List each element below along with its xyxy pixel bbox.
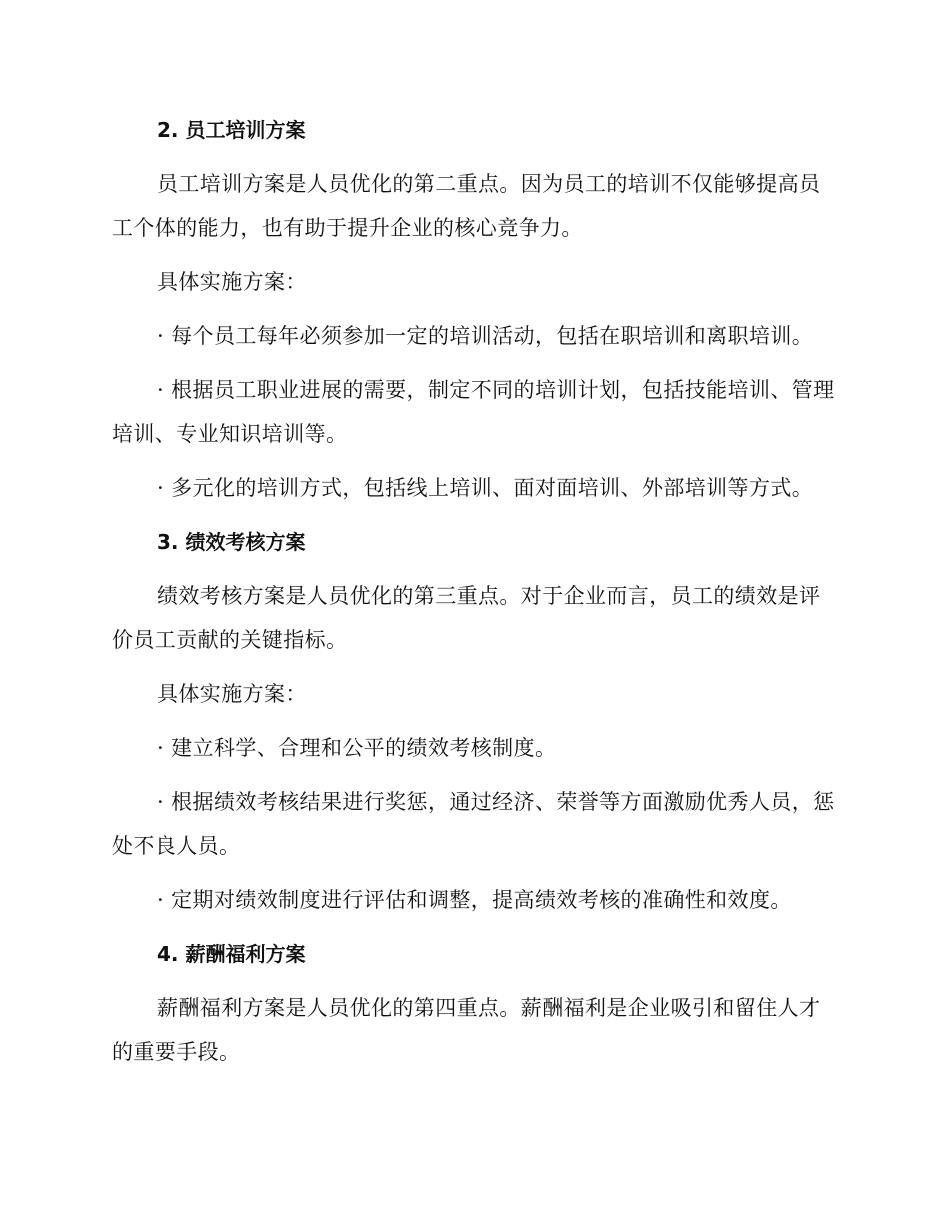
- plan-label-performance: 具体实施方案：: [157, 682, 307, 706]
- bullet-performance-2: · 根据绩效考核结果进行奖惩，通过经济、荣誉等方面激励优秀人员，惩处不良人员。: [112, 790, 835, 858]
- bullet-training-2: · 根据员工职业进展的需要，制定不同的培训计划，包括技能培训、管理培训、专业知识培训等。: [112, 378, 835, 446]
- section-intro-training: 员工培训方案是人员优化的第二重点。因为员工的培训不仅能够提高员工个体的能力，也有助于提升企业的核心竞争力。: [112, 172, 821, 240]
- section-heading-compensation: 4. 薪酬福利方案: [157, 942, 306, 966]
- section-heading-training: 2. 员工培训方案: [157, 118, 306, 142]
- document-body: [112, 108, 836, 1084]
- plan-label-training: 具体实施方案：: [157, 270, 307, 294]
- section-heading-performance: 3. 绩效考核方案: [157, 530, 306, 554]
- bullet-training-3: · 多元化的培训方式，包括线上培训、面对面培训、外部培训等方式。: [157, 476, 814, 500]
- bullet-performance-3: · 定期对绩效制度进行评估和调整，提高绩效考核的准确性和效度。: [157, 888, 792, 912]
- section-intro-compensation: 薪酬福利方案是人员优化的第四重点。薪酬福利是企业吸引和留住人才的重要手段。: [112, 996, 821, 1064]
- bullet-training-1: · 每个员工每年必须参加一定的培训活动，包括在职培训和离职培训。: [157, 324, 814, 348]
- bullet-performance-1: · 建立科学、合理和公平的绩效考核制度。: [157, 736, 557, 760]
- section-intro-performance: 绩效考核方案是人员优化的第三重点。对于企业而言，员工的绩效是评价员工贡献的关键指标。: [112, 584, 821, 652]
